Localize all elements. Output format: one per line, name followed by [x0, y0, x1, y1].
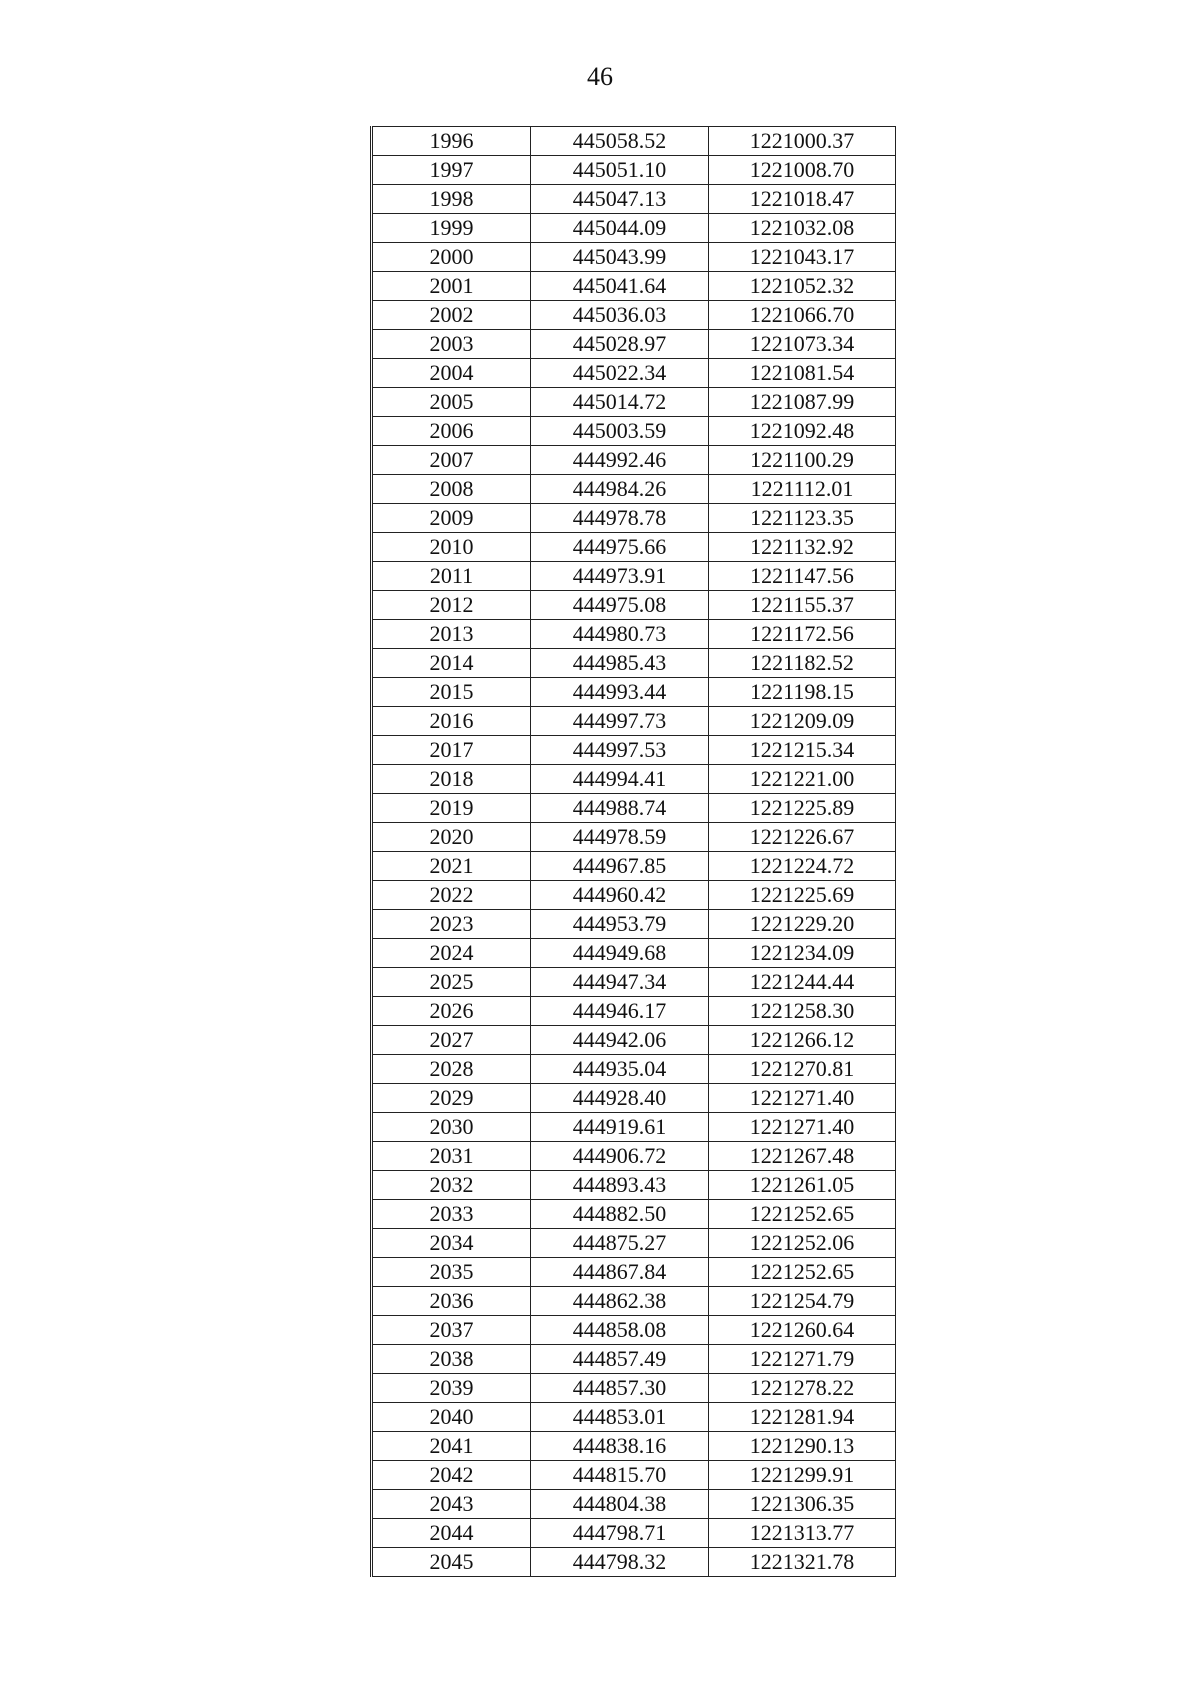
point-number-cell: 2008: [372, 475, 531, 504]
point-number-cell: 2044: [372, 1519, 531, 1548]
table-row: [372, 852, 896, 881]
point-number-cell: 2003: [372, 330, 531, 359]
y-coordinate-cell: 1221147.56: [709, 562, 896, 591]
y-coordinate-cell: 1221100.29: [709, 446, 896, 475]
y-coordinate-cell: 1221278.22: [709, 1374, 896, 1403]
x-coordinate-cell: 444935.04: [531, 1055, 709, 1084]
point-number-cell: 2002: [372, 301, 531, 330]
point-number-cell: 2019: [372, 794, 531, 823]
y-coordinate-cell: 1221123.35: [709, 504, 896, 533]
point-number-cell: 2024: [372, 939, 531, 968]
table-row: [372, 736, 896, 765]
point-number-cell: 2015: [372, 678, 531, 707]
y-coordinate-cell: 1221281.94: [709, 1403, 896, 1432]
x-coordinate-cell: 444993.44: [531, 678, 709, 707]
x-coordinate-cell: 444978.78: [531, 504, 709, 533]
table-row: [372, 330, 896, 359]
y-coordinate-cell: 1221258.30: [709, 997, 896, 1026]
x-coordinate-cell: 444858.08: [531, 1316, 709, 1345]
x-coordinate-cell: 444919.61: [531, 1113, 709, 1142]
point-number-cell: 1996: [372, 127, 531, 156]
table-row: [372, 823, 896, 852]
point-number-cell: 2021: [372, 852, 531, 881]
x-coordinate-cell: 444857.30: [531, 1374, 709, 1403]
x-coordinate-cell: 444994.41: [531, 765, 709, 794]
y-coordinate-cell: 1221000.37: [709, 127, 896, 156]
x-coordinate-cell: 445058.52: [531, 127, 709, 156]
table-row: [372, 1171, 896, 1200]
x-coordinate-cell: 444798.71: [531, 1519, 709, 1548]
x-coordinate-cell: 444815.70: [531, 1461, 709, 1490]
table-row: [372, 1374, 896, 1403]
x-coordinate-cell: 444882.50: [531, 1200, 709, 1229]
point-number-cell: 2042: [372, 1461, 531, 1490]
table-row: [372, 1026, 896, 1055]
table-row: [372, 301, 896, 330]
y-coordinate-cell: 1221092.48: [709, 417, 896, 446]
table-row: [372, 1432, 896, 1461]
table-row: [372, 156, 896, 185]
point-number-cell: 2037: [372, 1316, 531, 1345]
y-coordinate-cell: 1221321.78: [709, 1548, 896, 1577]
y-coordinate-cell: 1221052.32: [709, 272, 896, 301]
x-coordinate-cell: 444973.91: [531, 562, 709, 591]
table-row: [372, 1055, 896, 1084]
y-coordinate-cell: 1221209.09: [709, 707, 896, 736]
x-coordinate-cell: 444804.38: [531, 1490, 709, 1519]
point-number-cell: 2040: [372, 1403, 531, 1432]
point-number-cell: 2028: [372, 1055, 531, 1084]
point-number-cell: 2009: [372, 504, 531, 533]
x-coordinate-cell: 444949.68: [531, 939, 709, 968]
x-coordinate-cell: 445028.97: [531, 330, 709, 359]
point-number-cell: 2030: [372, 1113, 531, 1142]
table-row: [372, 417, 896, 446]
table-row: [372, 1142, 896, 1171]
table-row: [372, 649, 896, 678]
point-number-cell: 2031: [372, 1142, 531, 1171]
x-coordinate-cell: 444975.08: [531, 591, 709, 620]
x-coordinate-cell: 444997.53: [531, 736, 709, 765]
table-row: [372, 504, 896, 533]
point-number-cell: 2022: [372, 881, 531, 910]
y-coordinate-cell: 1221172.56: [709, 620, 896, 649]
x-coordinate-cell: 444928.40: [531, 1084, 709, 1113]
table-row: [372, 127, 896, 156]
table-row: [372, 1548, 896, 1577]
point-number-cell: 2010: [372, 533, 531, 562]
table-row: [372, 359, 896, 388]
x-coordinate-cell: 444867.84: [531, 1258, 709, 1287]
table-row: [372, 1287, 896, 1316]
point-number-cell: 2014: [372, 649, 531, 678]
table-row: [372, 1316, 896, 1345]
point-number-cell: 2017: [372, 736, 531, 765]
coordinates-table-body: [372, 127, 896, 1577]
y-coordinate-cell: 1221225.69: [709, 881, 896, 910]
y-coordinate-cell: 1221313.77: [709, 1519, 896, 1548]
point-number-cell: 2007: [372, 446, 531, 475]
table-row: [372, 881, 896, 910]
x-coordinate-cell: 444953.79: [531, 910, 709, 939]
point-number-cell: 2034: [372, 1229, 531, 1258]
table-row: [372, 1345, 896, 1374]
x-coordinate-cell: 444978.59: [531, 823, 709, 852]
x-coordinate-cell: 444988.74: [531, 794, 709, 823]
y-coordinate-cell: 1221270.81: [709, 1055, 896, 1084]
y-coordinate-cell: 1221252.06: [709, 1229, 896, 1258]
point-number-cell: 2041: [372, 1432, 531, 1461]
table-row: [372, 1490, 896, 1519]
point-number-cell: 2043: [372, 1490, 531, 1519]
table-row: [372, 214, 896, 243]
table-row: [372, 185, 896, 214]
point-number-cell: 2025: [372, 968, 531, 997]
x-coordinate-cell: 444967.85: [531, 852, 709, 881]
table-row: [372, 388, 896, 417]
point-number-cell: 2018: [372, 765, 531, 794]
point-number-cell: 2020: [372, 823, 531, 852]
table-row: [372, 707, 896, 736]
x-coordinate-cell: 444992.46: [531, 446, 709, 475]
y-coordinate-cell: 1221132.92: [709, 533, 896, 562]
table-row: [372, 997, 896, 1026]
y-coordinate-cell: 1221266.12: [709, 1026, 896, 1055]
table-row: [372, 591, 896, 620]
x-coordinate-cell: 444947.34: [531, 968, 709, 997]
y-coordinate-cell: 1221229.20: [709, 910, 896, 939]
table-row: [372, 1461, 896, 1490]
point-number-cell: 2038: [372, 1345, 531, 1374]
point-number-cell: 2004: [372, 359, 531, 388]
x-coordinate-cell: 445051.10: [531, 156, 709, 185]
x-coordinate-cell: 444942.06: [531, 1026, 709, 1055]
y-coordinate-cell: 1221155.37: [709, 591, 896, 620]
point-number-cell: 2001: [372, 272, 531, 301]
table-row: [372, 1200, 896, 1229]
y-coordinate-cell: 1221252.65: [709, 1200, 896, 1229]
x-coordinate-cell: 444853.01: [531, 1403, 709, 1432]
y-coordinate-cell: 1221254.79: [709, 1287, 896, 1316]
x-coordinate-cell: 445014.72: [531, 388, 709, 417]
y-coordinate-cell: 1221306.35: [709, 1490, 896, 1519]
point-number-cell: 2006: [372, 417, 531, 446]
table-row: [372, 794, 896, 823]
point-number-cell: 2005: [372, 388, 531, 417]
y-coordinate-cell: 1221271.40: [709, 1113, 896, 1142]
table-row: [372, 620, 896, 649]
y-coordinate-cell: 1221221.00: [709, 765, 896, 794]
table-row: [372, 1084, 896, 1113]
x-coordinate-cell: 444875.27: [531, 1229, 709, 1258]
y-coordinate-cell: 1221215.34: [709, 736, 896, 765]
y-coordinate-cell: 1221087.99: [709, 388, 896, 417]
x-coordinate-cell: 444985.43: [531, 649, 709, 678]
y-coordinate-cell: 1221008.70: [709, 156, 896, 185]
y-coordinate-cell: 1221043.17: [709, 243, 896, 272]
y-coordinate-cell: 1221267.48: [709, 1142, 896, 1171]
table-row: [372, 1403, 896, 1432]
y-coordinate-cell: 1221081.54: [709, 359, 896, 388]
point-number-cell: 2000: [372, 243, 531, 272]
x-coordinate-cell: 444857.49: [531, 1345, 709, 1374]
y-coordinate-cell: 1221234.09: [709, 939, 896, 968]
y-coordinate-cell: 1221224.72: [709, 852, 896, 881]
table-row: [372, 678, 896, 707]
x-coordinate-cell: 444984.26: [531, 475, 709, 504]
x-coordinate-cell: 444838.16: [531, 1432, 709, 1461]
point-number-cell: 2013: [372, 620, 531, 649]
x-coordinate-cell: 444960.42: [531, 881, 709, 910]
point-number-cell: 2036: [372, 1287, 531, 1316]
table-row: [372, 446, 896, 475]
table-row: [372, 243, 896, 272]
x-coordinate-cell: 444893.43: [531, 1171, 709, 1200]
y-coordinate-cell: 1221018.47: [709, 185, 896, 214]
y-coordinate-cell: 1221032.08: [709, 214, 896, 243]
table-row: [372, 475, 896, 504]
point-number-cell: 2033: [372, 1200, 531, 1229]
point-number-cell: 2012: [372, 591, 531, 620]
x-coordinate-cell: 445041.64: [531, 272, 709, 301]
table-row: [372, 1519, 896, 1548]
x-coordinate-cell: 445044.09: [531, 214, 709, 243]
table-row: [372, 968, 896, 997]
point-number-cell: 2045: [372, 1548, 531, 1577]
y-coordinate-cell: 1221112.01: [709, 475, 896, 504]
y-coordinate-cell: 1221198.15: [709, 678, 896, 707]
y-coordinate-cell: 1221244.44: [709, 968, 896, 997]
point-number-cell: 2011: [372, 562, 531, 591]
coordinates-table: [370, 126, 896, 1577]
point-number-cell: 2026: [372, 997, 531, 1026]
y-coordinate-cell: 1221260.64: [709, 1316, 896, 1345]
x-coordinate-cell: 444798.32: [531, 1548, 709, 1577]
point-number-cell: 1999: [372, 214, 531, 243]
point-number-cell: 2027: [372, 1026, 531, 1055]
point-number-cell: 2032: [372, 1171, 531, 1200]
y-coordinate-cell: 1221073.34: [709, 330, 896, 359]
x-coordinate-cell: 445003.59: [531, 417, 709, 446]
point-number-cell: 1997: [372, 156, 531, 185]
y-coordinate-cell: 1221261.05: [709, 1171, 896, 1200]
table-row: [372, 533, 896, 562]
table-row: [372, 910, 896, 939]
y-coordinate-cell: 1221252.65: [709, 1258, 896, 1287]
table-row: [372, 1229, 896, 1258]
table-row: [372, 272, 896, 301]
y-coordinate-cell: 1221299.91: [709, 1461, 896, 1490]
y-coordinate-cell: 1221226.67: [709, 823, 896, 852]
table-row: [372, 1258, 896, 1287]
x-coordinate-cell: 444975.66: [531, 533, 709, 562]
table-row: [372, 562, 896, 591]
y-coordinate-cell: 1221066.70: [709, 301, 896, 330]
point-number-cell: 2035: [372, 1258, 531, 1287]
point-number-cell: 1998: [372, 185, 531, 214]
point-number-cell: 2023: [372, 910, 531, 939]
y-coordinate-cell: 1221290.13: [709, 1432, 896, 1461]
y-coordinate-cell: 1221271.40: [709, 1084, 896, 1113]
x-coordinate-cell: 445043.99: [531, 243, 709, 272]
x-coordinate-cell: 444946.17: [531, 997, 709, 1026]
y-coordinate-cell: 1221225.89: [709, 794, 896, 823]
x-coordinate-cell: 444997.73: [531, 707, 709, 736]
point-number-cell: 2029: [372, 1084, 531, 1113]
page-number: 46: [587, 62, 613, 91]
x-coordinate-cell: 444906.72: [531, 1142, 709, 1171]
table-row: [372, 765, 896, 794]
table-row: [372, 939, 896, 968]
point-number-cell: 2016: [372, 707, 531, 736]
x-coordinate-cell: 444862.38: [531, 1287, 709, 1316]
table-row: [372, 1113, 896, 1142]
point-number-cell: 2039: [372, 1374, 531, 1403]
x-coordinate-cell: 444980.73: [531, 620, 709, 649]
x-coordinate-cell: 445036.03: [531, 301, 709, 330]
x-coordinate-cell: 445047.13: [531, 185, 709, 214]
x-coordinate-cell: 445022.34: [531, 359, 709, 388]
y-coordinate-cell: 1221271.79: [709, 1345, 896, 1374]
y-coordinate-cell: 1221182.52: [709, 649, 896, 678]
